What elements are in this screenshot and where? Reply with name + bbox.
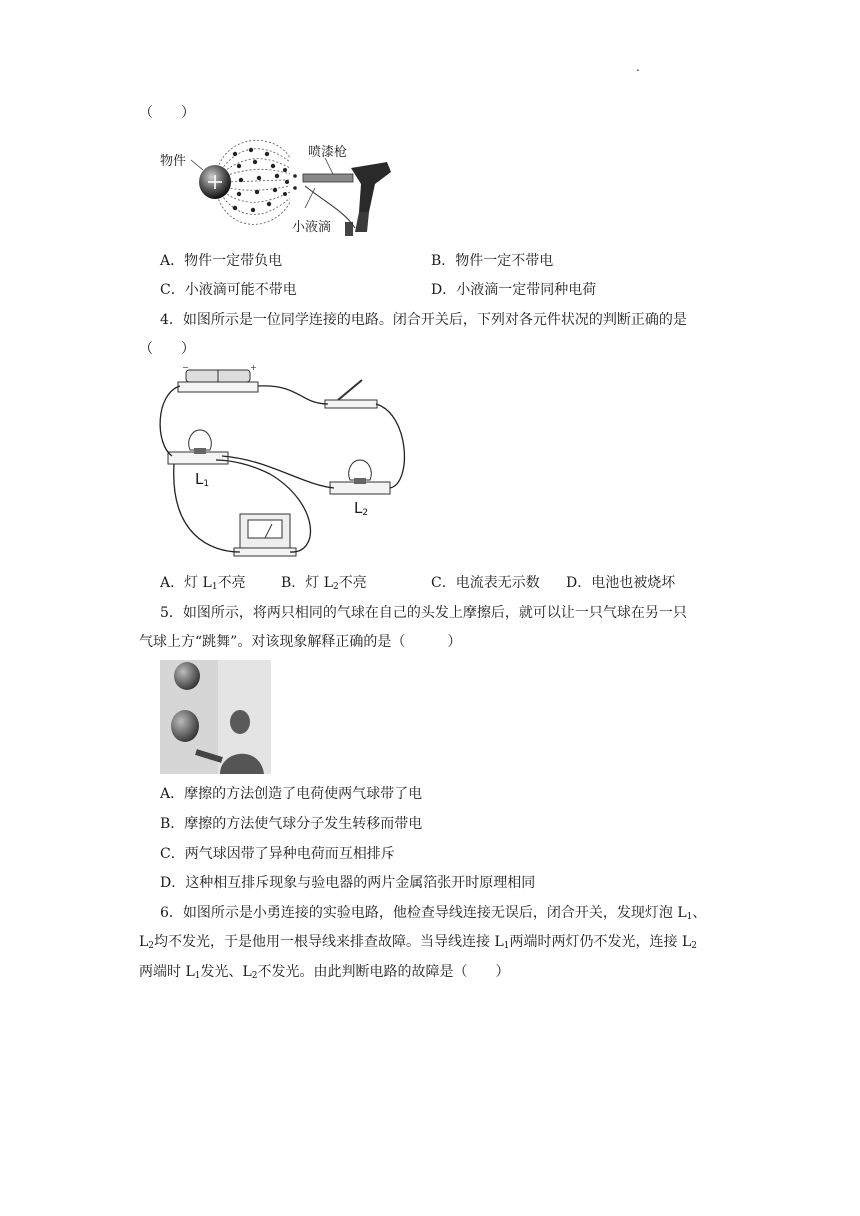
q5-stem-line2: 气球上方“跳舞”。对该现象解释正确的是（ ） <box>139 634 462 650</box>
q5-option-d[interactable]: D．这种相互排斥现象与验电器的两片金属箔张开时原理相同 <box>160 875 536 891</box>
q5-balloon-photo <box>160 660 271 774</box>
q5-option-b[interactable]: B．摩擦的方法使气球分子发生转移而带电 <box>160 816 423 832</box>
q6-stem-line2: $L_2$均不发光，于是他用一根导线来排查故障。当导线连接 $L_1$两端时两灯仍不发光，连接 $L_2$ <box>139 934 697 951</box>
q3-spray-figure <box>155 132 400 244</box>
svg-text:−: − <box>182 364 189 372</box>
q3-label-spray-gun: 喷漆枪 <box>308 145 348 160</box>
q3-option-c[interactable]: C．小液滴可能不带电 <box>160 282 297 298</box>
q5-option-a[interactable]: A．摩擦的方法创造了电荷使两气球带了电 <box>160 786 423 802</box>
q4-option-d[interactable]: D．电池也被烧坏 <box>566 575 676 591</box>
q6-stem-line1: 6．如图所示是小勇连接的实验电路，他检查导线连接无误后，闭合开关，发现灯泡 $L_1$、 <box>160 905 707 922</box>
q3-option-d[interactable]: D．小液滴一定带同种电荷 <box>431 282 597 298</box>
q3-option-a[interactable]: A．物件一定带负电 <box>160 253 283 269</box>
q5-option-c[interactable]: C．两气球因带了异种电荷而互相排斥 <box>160 846 395 862</box>
q4-option-c[interactable]: C．电流表无示数 <box>431 575 540 591</box>
q3-label-droplets: 小液滴 <box>292 220 332 235</box>
q4-stem-line1: 4．如图所示是一位同学连接的电路。闭合开关后，下列对各元件状况的判断正确的是 <box>160 312 687 328</box>
q3-option-b[interactable]: B．物件一定不带电 <box>431 253 554 269</box>
q4-option-a[interactable]: A．灯 $L_1$不亮 <box>160 575 246 592</box>
q3-label-object: 物件 <box>160 154 187 169</box>
q4-label-L1: $L_1$ <box>195 470 210 489</box>
q4-circuit-figure <box>150 364 415 566</box>
q4-answer-bracket: （ ） <box>139 341 195 357</box>
q3-answer-bracket: （ ） <box>139 105 195 121</box>
q5-stem-line1: 5．如图所示，将两只相同的气球在自己的头发上摩擦后，就可以让一只气球在另一只 <box>160 605 687 621</box>
q4-option-b[interactable]: B．灯 $L_2$不亮 <box>281 575 367 592</box>
q6-stem-line3: 两端时 $L_1$发光、$L_2$不发光。由此判断电路的故障是（ ） <box>139 964 510 981</box>
header-dot: . <box>636 60 640 74</box>
q4-label-L2: $L_2$ <box>354 499 369 518</box>
svg-text:+: + <box>250 364 257 372</box>
